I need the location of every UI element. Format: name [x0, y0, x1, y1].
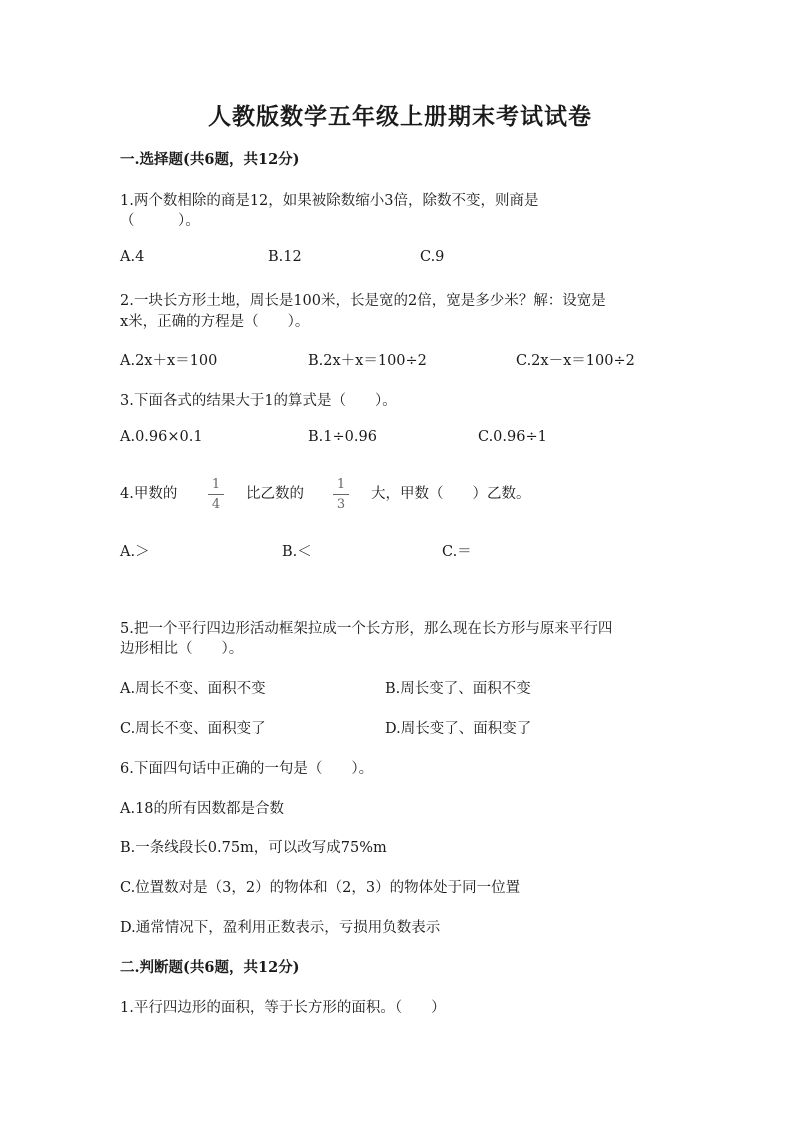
option-b: B.一条线段长0.75m，可以改写成75%m: [120, 840, 387, 856]
fraction-denominator: 4: [211, 497, 221, 512]
option-b: B.＜: [282, 544, 312, 560]
section-heading: 二.判断题(共6题，共12分): [120, 959, 300, 976]
question-text: x米，正确的方程是（ ）。: [120, 314, 310, 330]
option-d: D.周长变了、面积变了: [385, 721, 532, 737]
option-b: B.2x＋x＝100÷2: [308, 353, 427, 369]
question-text: 2.一块长方形土地，周长是100米，长是宽的2倍，宽是多少米？解：设宽是: [120, 293, 606, 309]
question-text: 1.平行四边形的面积，等于长方形的面积。（ ）: [120, 1000, 446, 1016]
question-text: 比乙数的: [246, 486, 304, 502]
question-text: 边形相比（ ）。: [120, 641, 244, 657]
fraction-numerator: 1: [336, 477, 346, 492]
option-a: A.2x＋x＝100: [120, 353, 218, 369]
question-text: 4.甲数的: [120, 486, 178, 502]
section-heading: 一.选择题(共6题，共12分): [120, 151, 300, 168]
question-text: 6.下面四句话中正确的一句是（ ）。: [120, 761, 374, 777]
option-d: D.通常情况下，盈利用正数表示，亏损用负数表示: [120, 920, 441, 936]
option-a: A.周长不变、面积不变: [120, 681, 266, 697]
fraction-bar: [208, 494, 224, 495]
option-a: A.4: [120, 249, 145, 265]
option-a: A.＞: [120, 544, 150, 560]
option-c: C.2x－x＝100÷2: [516, 353, 635, 369]
option-c: C.位置数对是（3，2）的物体和（2，3）的物体处于同一位置: [120, 880, 521, 896]
option-c: C.0.96÷1: [478, 429, 547, 445]
option-c: C.＝: [442, 544, 472, 560]
fraction-numerator: 1: [211, 477, 221, 492]
question-text: 5.把一个平行四边形活动框架拉成一个长方形，那么现在长方形与原来平行四: [120, 621, 613, 637]
question-text: 大，甲数（ ）乙数。: [371, 486, 531, 502]
option-b: B.1÷0.96: [308, 429, 377, 445]
page-title: 人教版数学五年级上册期末考试试卷: [208, 103, 592, 130]
fraction-one-quarter: [208, 478, 224, 511]
fraction-one-third: [333, 478, 349, 511]
question-text: （ ）。: [120, 213, 200, 229]
fraction-bar: [333, 494, 349, 495]
option-a: A.0.96×0.1: [120, 429, 203, 445]
question-text: 3.下面各式的结果大于1的算式是（ ）。: [120, 393, 397, 409]
option-c: C.9: [420, 249, 445, 265]
option-c: C.周长不变、面积变了: [120, 721, 266, 737]
option-b: B.周长变了、面积不变: [385, 681, 531, 697]
option-a: A.18的所有因数都是合数: [120, 801, 285, 817]
option-b: B.12: [268, 249, 302, 265]
question-text: 1.两个数相除的商是12，如果被除数缩小3倍，除数不变，则商是: [120, 193, 539, 209]
fraction-denominator: 3: [336, 497, 346, 512]
